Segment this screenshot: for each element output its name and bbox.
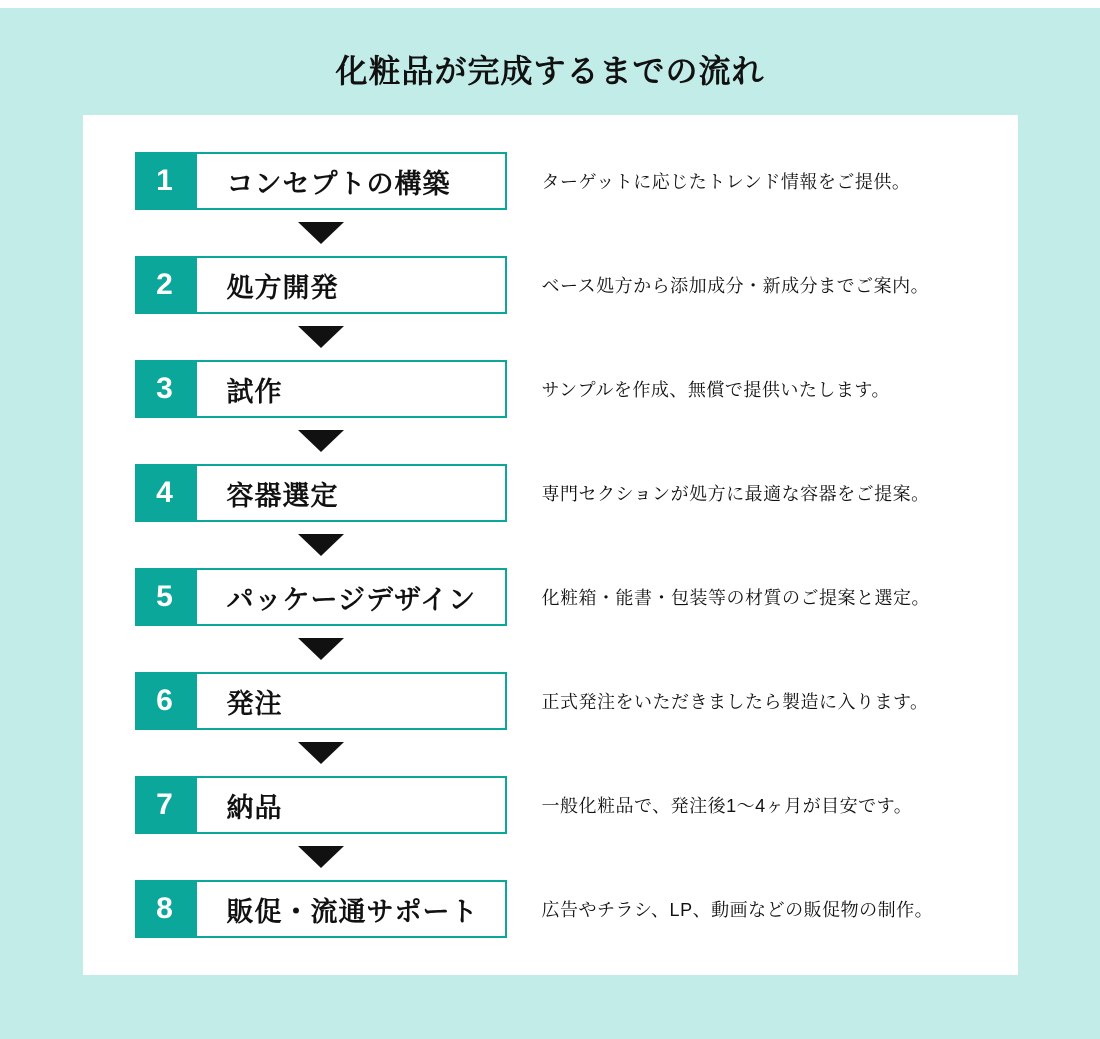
arrow-row bbox=[135, 522, 507, 568]
step-description: 正式発注をいただきましたら製造に入ります。 bbox=[541, 692, 929, 712]
step-number-badge bbox=[135, 672, 195, 730]
step-label-box bbox=[195, 568, 507, 626]
flow-step bbox=[135, 568, 1018, 672]
step-number-badge bbox=[135, 360, 195, 418]
step-label-box bbox=[195, 880, 507, 938]
step-row bbox=[135, 360, 1018, 418]
step-label: パッケージデザイン bbox=[226, 584, 477, 615]
arrow-row bbox=[135, 314, 507, 360]
step-label-box bbox=[195, 152, 507, 210]
step-description: 一般化粧品で、発注後1〜4ヶ月が目安です。 bbox=[541, 796, 913, 816]
step-number: 2 bbox=[156, 268, 173, 301]
flow-step bbox=[135, 464, 1018, 568]
flow-step bbox=[135, 360, 1018, 464]
down-arrow-icon bbox=[298, 222, 344, 244]
step-description: ターゲットに応じたトレンド情報をご提供。 bbox=[541, 172, 911, 192]
step-row bbox=[135, 880, 1018, 938]
step-row bbox=[135, 256, 1018, 314]
step-description: 広告やチラシ、LP、動画などの販促物の制作。 bbox=[541, 900, 934, 920]
flow-card bbox=[83, 115, 1018, 975]
down-arrow-icon bbox=[298, 326, 344, 348]
down-arrow-icon bbox=[298, 430, 344, 452]
step-description: ベース処方から添加成分・新成分までご案内。 bbox=[541, 276, 930, 296]
step-number: 3 bbox=[156, 372, 173, 405]
step-label: 発注 bbox=[226, 688, 283, 719]
step-label: 容器選定 bbox=[226, 480, 339, 511]
step-label: 納品 bbox=[226, 792, 283, 823]
page-title: 化粧品が完成するまでの流れ bbox=[335, 53, 765, 89]
arrow-row bbox=[135, 626, 507, 672]
step-number: 8 bbox=[156, 892, 173, 925]
down-arrow-icon bbox=[298, 534, 344, 556]
step-row bbox=[135, 464, 1018, 522]
step-description: 化粧箱・能書・包装等の材質のご提案と選定。 bbox=[541, 588, 930, 608]
step-number: 1 bbox=[156, 164, 173, 197]
arrow-row bbox=[135, 418, 507, 464]
step-label-box bbox=[195, 464, 507, 522]
down-arrow-icon bbox=[298, 846, 344, 868]
step-description: サンプルを作成、無償で提供いたします。 bbox=[541, 380, 890, 400]
arrow-row bbox=[135, 730, 507, 776]
steps-container bbox=[135, 152, 1018, 938]
step-label-box bbox=[195, 672, 507, 730]
step-label: 試作 bbox=[226, 376, 283, 407]
step-description: 専門セクションが処方に最適な容器をご提案。 bbox=[541, 484, 930, 504]
down-arrow-icon bbox=[298, 742, 344, 764]
step-number-badge bbox=[135, 776, 195, 834]
step-number: 6 bbox=[156, 684, 173, 717]
step-row bbox=[135, 152, 1018, 210]
step-number-badge bbox=[135, 464, 195, 522]
flow-step bbox=[135, 152, 1018, 256]
step-number-badge bbox=[135, 152, 195, 210]
step-row bbox=[135, 568, 1018, 626]
step-row bbox=[135, 672, 1018, 730]
infographic-root bbox=[0, 8, 1100, 1039]
flow-step bbox=[135, 776, 1018, 880]
step-label-box bbox=[195, 360, 507, 418]
arrow-row bbox=[135, 834, 507, 880]
step-number-badge bbox=[135, 256, 195, 314]
step-number-badge bbox=[135, 880, 195, 938]
step-number: 5 bbox=[156, 580, 173, 613]
step-label: 販促・流通サポート bbox=[226, 896, 479, 927]
step-row bbox=[135, 776, 1018, 834]
down-arrow-icon bbox=[298, 638, 344, 660]
step-number: 4 bbox=[156, 476, 173, 509]
step-label-box bbox=[195, 256, 507, 314]
step-number-badge bbox=[135, 568, 195, 626]
flow-step bbox=[135, 672, 1018, 776]
flow-step bbox=[135, 880, 1018, 938]
flow-step bbox=[135, 256, 1018, 360]
step-number: 7 bbox=[156, 788, 173, 821]
step-label: コンセプトの構築 bbox=[226, 168, 451, 199]
step-label-box bbox=[195, 776, 507, 834]
step-label: 処方開発 bbox=[226, 272, 339, 303]
arrow-row bbox=[135, 210, 507, 256]
